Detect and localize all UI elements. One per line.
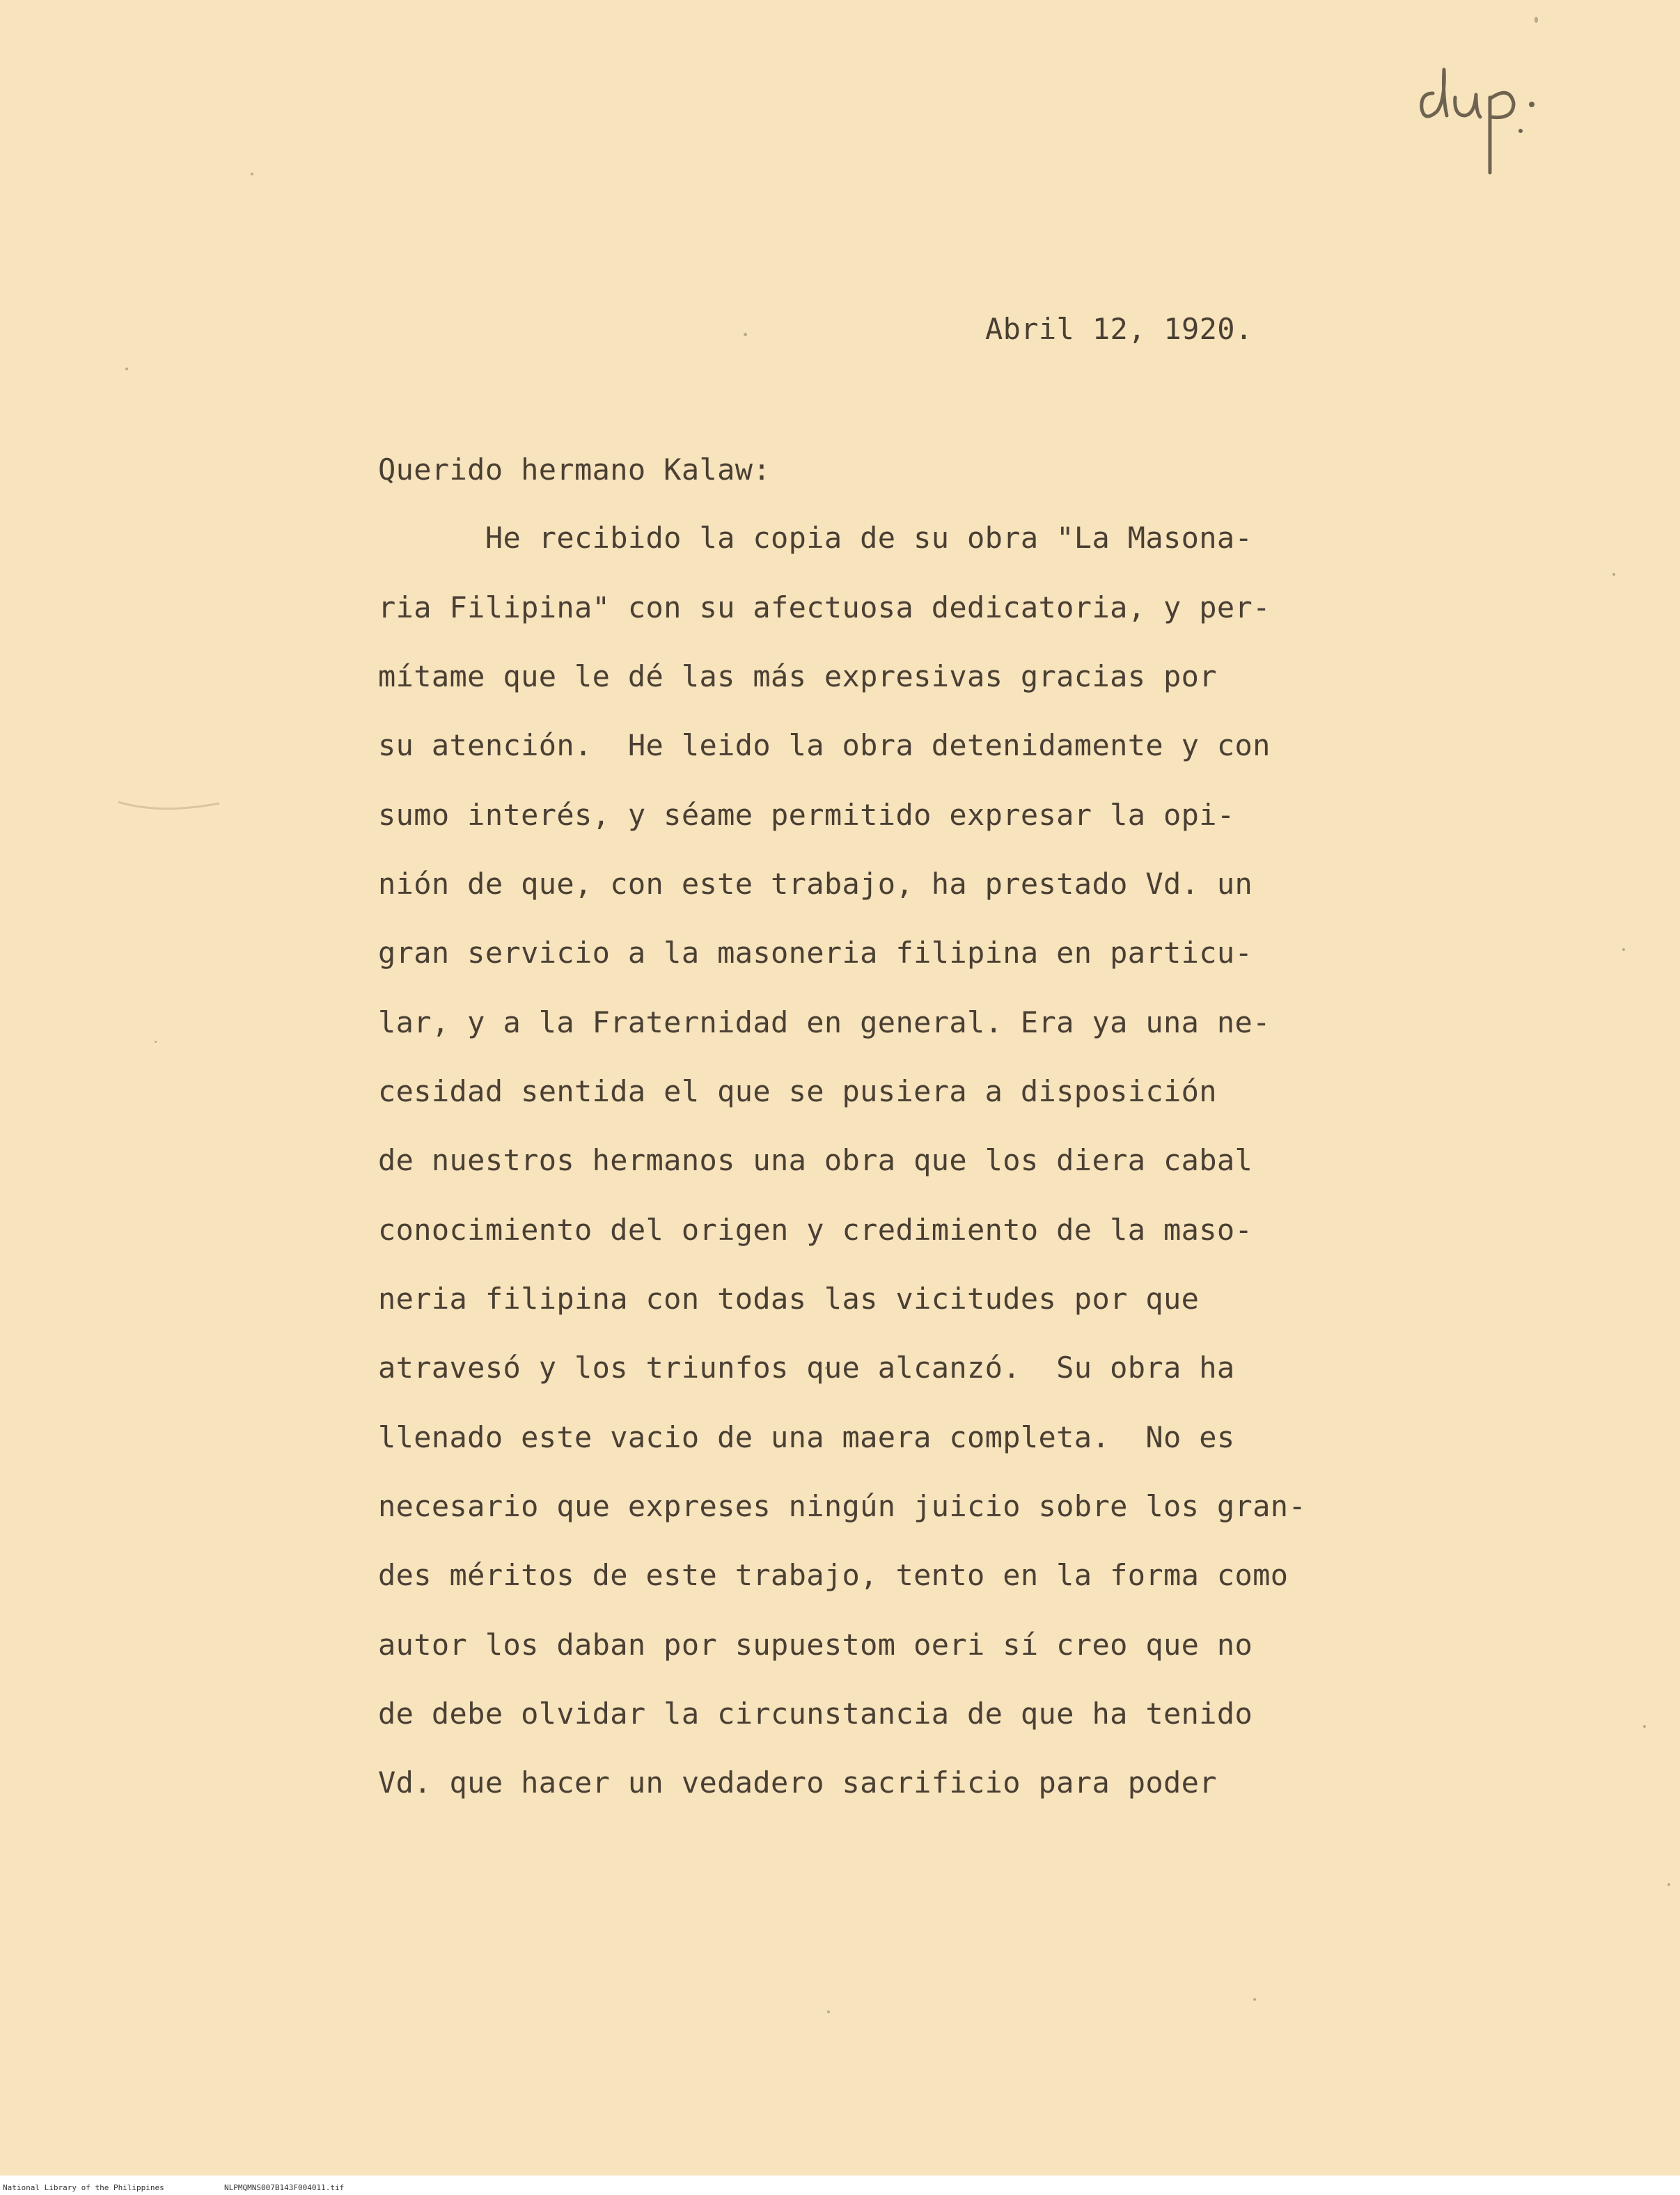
letter-line: cesidad sentida el que se pusiera a disposición — [378, 1074, 1217, 1108]
footer-file-id: NLPMQMNS007B143F004011.tif — [224, 2183, 345, 2192]
letter-salutation: Querido hermano Kalaw: — [378, 453, 771, 487]
letter-line: ria Filipina" con su afectuosa dedicatoria, y per- — [378, 590, 1271, 624]
letter-line: autor los daban por supuestom oeri sí creo que no — [378, 1628, 1253, 1662]
letter-line: su atención. He leido la obra detenidamente y con — [378, 728, 1271, 762]
letter-line: conocimiento del origen y credimiento de la maso- — [378, 1213, 1253, 1247]
letter-line: de debe olvidar la circunstancia de que ha tenido — [378, 1697, 1253, 1731]
letter-line: neria filipina con todas las vicitudes por que — [378, 1282, 1200, 1316]
letter-line: de nuestros hermanos una obra que los diera cabal — [378, 1143, 1253, 1177]
footer-institution: National Library of the Philippines — [3, 2183, 164, 2192]
letter-line: mítame que le dé las más expresivas gracias por — [378, 659, 1217, 693]
paper-speck — [125, 368, 128, 370]
paper-speck — [1253, 1998, 1256, 2001]
paper-speck — [744, 333, 747, 336]
letter-line: lar, y a la Fraternidad en general. Era ya una ne- — [378, 1005, 1271, 1039]
letter-line: He recibido la copia de su obra "La Masona- — [378, 521, 1253, 555]
paper-speck — [251, 173, 253, 175]
paper-speck — [1643, 1725, 1646, 1728]
paper-speck — [1622, 948, 1625, 951]
paper-fold-mark — [118, 794, 223, 821]
letter-line: nión de que, con este trabajo, ha prestado Vd. un — [378, 867, 1253, 901]
paper-speck — [1534, 17, 1538, 23]
handwritten-dup-annotation — [1408, 49, 1554, 181]
paper-speck — [1612, 573, 1615, 576]
letter-line: sumo interés, y séame permitido expresar la opi- — [378, 798, 1235, 832]
letter-date: Abril 12, 1920. — [985, 312, 1253, 346]
letter-line: des méritos de este trabajo, tento en la forma como — [378, 1558, 1289, 1592]
letter-line: necesario que expreses ningún juicio sobre los gran- — [378, 1489, 1307, 1523]
letter-line: Vd. que hacer un vedadero sacrificio para poder — [378, 1765, 1217, 1800]
paper-speck — [827, 2011, 830, 2013]
paper-speck — [155, 1041, 157, 1043]
letter-line: gran servicio a la masoneria filipina en particu- — [378, 936, 1253, 970]
letter-line: llenado este vacio de una maera completa. No es — [378, 1420, 1235, 1454]
paper-speck — [1667, 1883, 1670, 1886]
letter-line: atravesó y los triunfos que alcanzó. Su obra ha — [378, 1351, 1235, 1385]
